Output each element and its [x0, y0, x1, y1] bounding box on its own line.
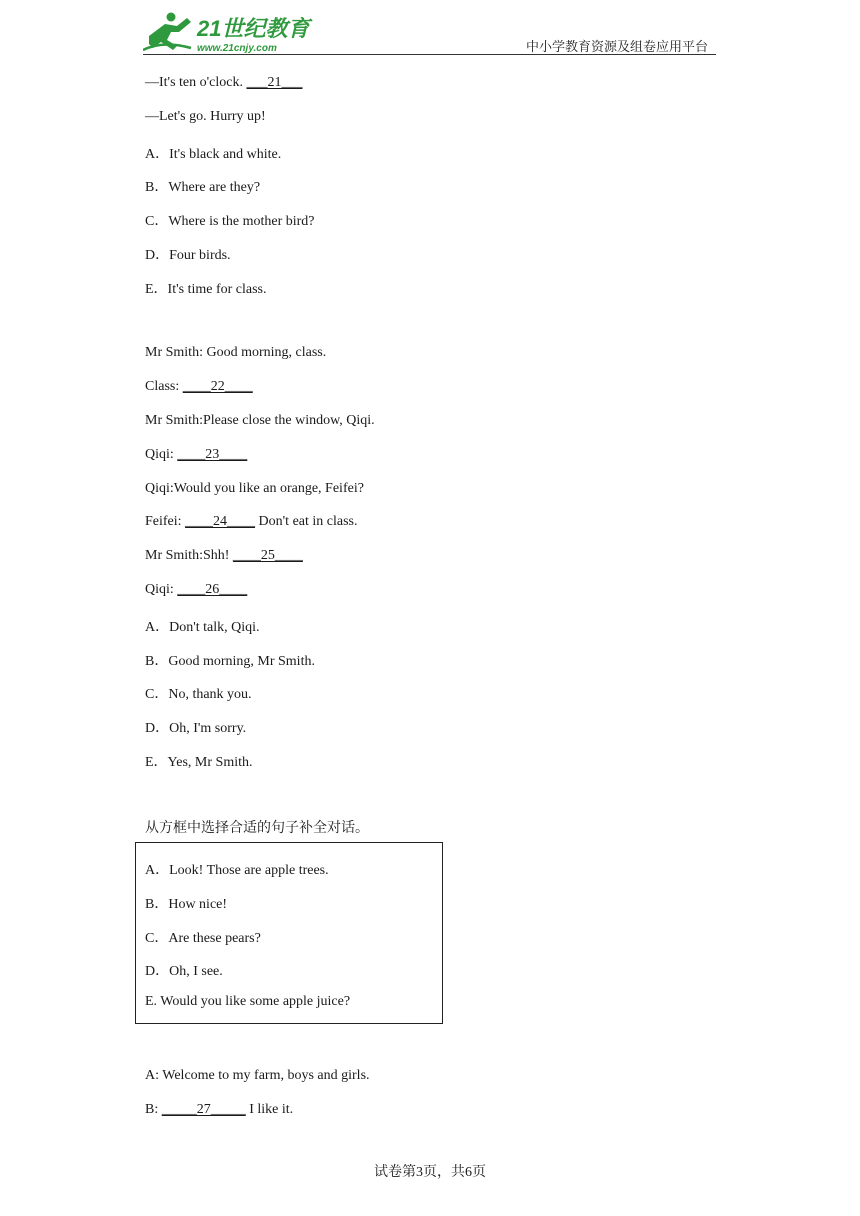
svg-text:21世纪教育: 21世纪教育: [197, 16, 310, 41]
answer-blank: _____27_____: [161, 1102, 246, 1117]
instruction-text: 从方框中选择合适的句子补全对话。: [145, 820, 369, 836]
dialogue-line: —Let's go. Hurry up!: [145, 109, 266, 124]
dialogue-line: Qiqi: ____26____: [145, 582, 248, 597]
dialogue-line: Qiqi:Would you like an orange, Feifei?: [145, 481, 364, 496]
header-divider: [143, 54, 716, 55]
option-item: C．Where is the mother bird?: [145, 214, 315, 229]
answer-blank: ____24____: [185, 514, 256, 529]
box-option-item: C．Are these pears?: [145, 931, 261, 946]
answer-blank: ____23____: [177, 447, 248, 462]
platform-name: 中小学教育资源及组卷应用平台: [525, 39, 708, 54]
dialogue-line: Mr Smith:Shh! ____25____: [145, 548, 303, 563]
box-option-item: B．How nice!: [145, 897, 228, 912]
option-item: C．No, thank you.: [145, 687, 252, 702]
option-item: D．Oh, I'm sorry.: [145, 721, 247, 736]
dialogue-line: A: Welcome to my farm, boys and girls.: [145, 1068, 370, 1083]
options-box: [135, 842, 443, 1024]
answer-blank: ____25____: [232, 548, 303, 563]
dialogue-line: Mr Smith:Please close the window, Qiqi.: [145, 413, 375, 428]
box-option-item: E. Would you like some apple juice?: [145, 994, 351, 1009]
dialogue-line: Class: ____22____: [145, 379, 253, 394]
dialogue-line: Qiqi: ____23____: [145, 447, 248, 462]
runner-icon: [143, 13, 191, 51]
option-item: B．Where are they?: [145, 180, 261, 195]
option-item: E．It's time for class.: [145, 282, 267, 297]
logo-21cnjy: [143, 10, 313, 54]
answer-blank: ____22____: [182, 379, 253, 394]
option-item: D．Four birds.: [145, 248, 231, 263]
option-item: A．It's black and white.: [145, 147, 282, 162]
option-item: B．Good morning, Mr Smith.: [145, 654, 315, 669]
dialogue-line: B: _____27_____ I like it.: [145, 1102, 294, 1117]
svg-text:www.21cnjy.com: www.21cnjy.com: [197, 43, 277, 54]
answer-blank: ___21___: [246, 75, 303, 90]
box-option-item: D．Oh, I see.: [145, 964, 223, 979]
page-footer: 试卷第3页，共6页: [374, 1165, 486, 1180]
dialogue-line: Mr Smith: Good morning, class.: [145, 345, 327, 360]
answer-blank: ____26____: [177, 582, 248, 597]
box-option-item: A．Look! Those are apple trees.: [145, 863, 329, 878]
option-item: E．Yes, Mr Smith.: [145, 755, 253, 770]
dialogue-line: —It's ten o'clock. ___21___: [145, 75, 303, 90]
dialogue-line: Feifei: ____24____ Don't eat in class.: [145, 514, 358, 529]
option-item: A．Don't talk, Qiqi.: [145, 620, 260, 635]
page-header: [143, 8, 716, 56]
